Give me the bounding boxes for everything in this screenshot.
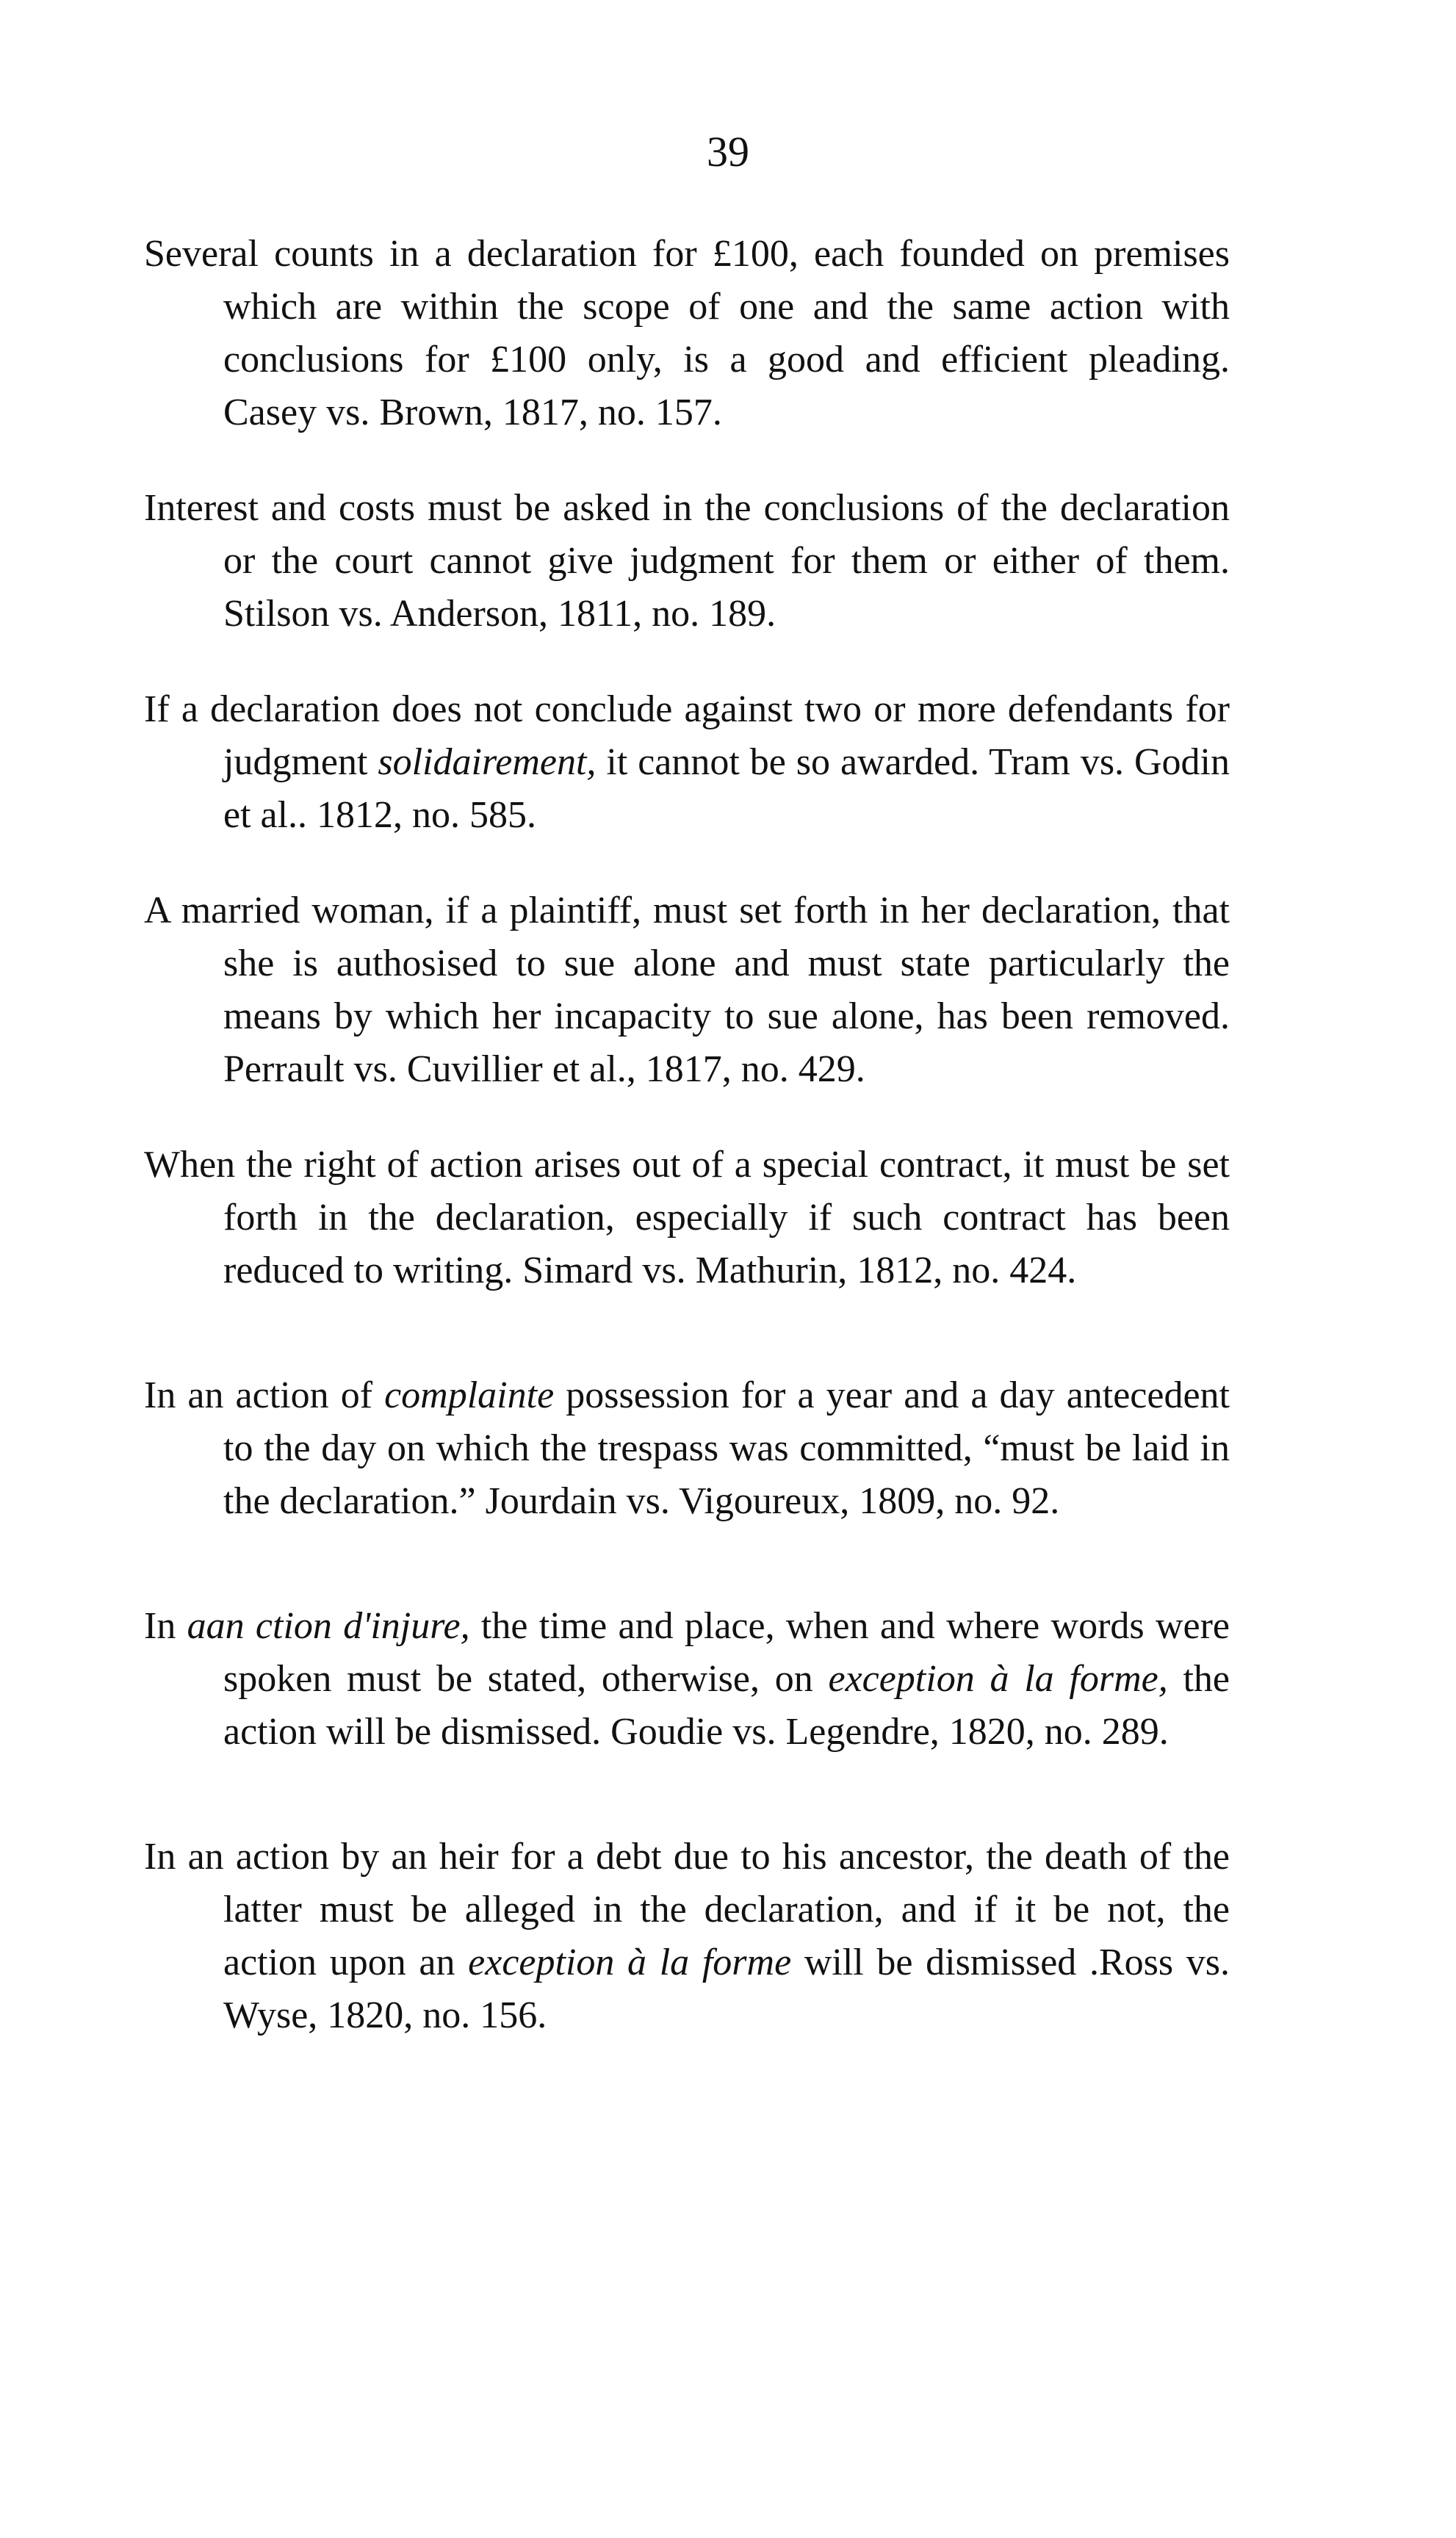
entry-text: A married woman, if a plaintiff, must set forth in her declaration, that she is authosised to sue alone and must state particularly the means by which her incapacity to sue alone, has been removed. Perrault vs. Cuvillier et al., 1817, no. 429. — [144, 890, 1230, 1090]
list-item — [144, 1139, 1230, 1297]
entry-text: the action will be dismissed. Goudie vs. Legendre, 1820, no. 289. — [223, 1658, 1230, 1753]
entry-text: will be dismissed .Ross vs. Wyse, 1820, no. 156. — [223, 1942, 1230, 2036]
entry-text: If a declaration does not conclude against two or more defendants for judgment — [144, 688, 1230, 783]
list-item — [144, 683, 1230, 842]
entry-text: In — [144, 1605, 187, 1647]
list-item — [144, 228, 1230, 439]
entry-text: In an action of — [144, 1374, 385, 1416]
entry-text: the time and place, when and where words were spoken must be stated, otherwise, on — [223, 1605, 1230, 1700]
list-item — [144, 482, 1230, 641]
entry-text: In an action by an heir for a debt due to his ancestor, the death of the latter must be alleged in the declaration, and if it be not, the action upon an — [144, 1836, 1230, 1983]
entry-list — [144, 228, 1230, 2085]
entry-text: When the right of action arises out of a special contract, it must be set forth in the declaration, especially if such contract has been reduced to writing. Simard vs. Mathurin, 1812, no. 424. — [144, 1144, 1230, 1291]
entry-text: it cannot be so awarded. Tram vs. Godin et al.. 1812, no. 585. — [223, 741, 1230, 836]
page-number: 39 — [707, 128, 749, 176]
entry-text: possession for a year and a day antecedent to the day on which the trespass was committed, “must be laid in the declaration.” Jourdain vs. Vigoureux, 1809, no. 92. — [223, 1374, 1230, 1522]
list-item — [144, 1369, 1230, 1528]
entry-text: Several counts in a declaration for £100, each founded on premises which are within the scope of one and the same action with conclusions for £100 only, is a good and efficient pleading. Casey vs. Brown, 1817, no. 157. — [144, 233, 1230, 433]
list-item — [144, 1600, 1230, 1759]
list-item — [144, 1831, 1230, 2042]
entry-italic-term: aan ction d'injure, — [187, 1605, 470, 1647]
entry-italic-term: complainte — [384, 1374, 555, 1416]
entry-italic-term: exception à la forme — [468, 1942, 792, 1983]
entry-italic-term: solidairement, — [378, 741, 597, 783]
entry-text: Interest and costs must be asked in the conclusions of the declaration or the court cannot give judgment for them or either of them. Stilson vs. Anderson, 1811, no. 189. — [144, 487, 1230, 635]
entry-italic-term: exception à la forme, — [828, 1658, 1168, 1700]
list-item — [144, 884, 1230, 1096]
